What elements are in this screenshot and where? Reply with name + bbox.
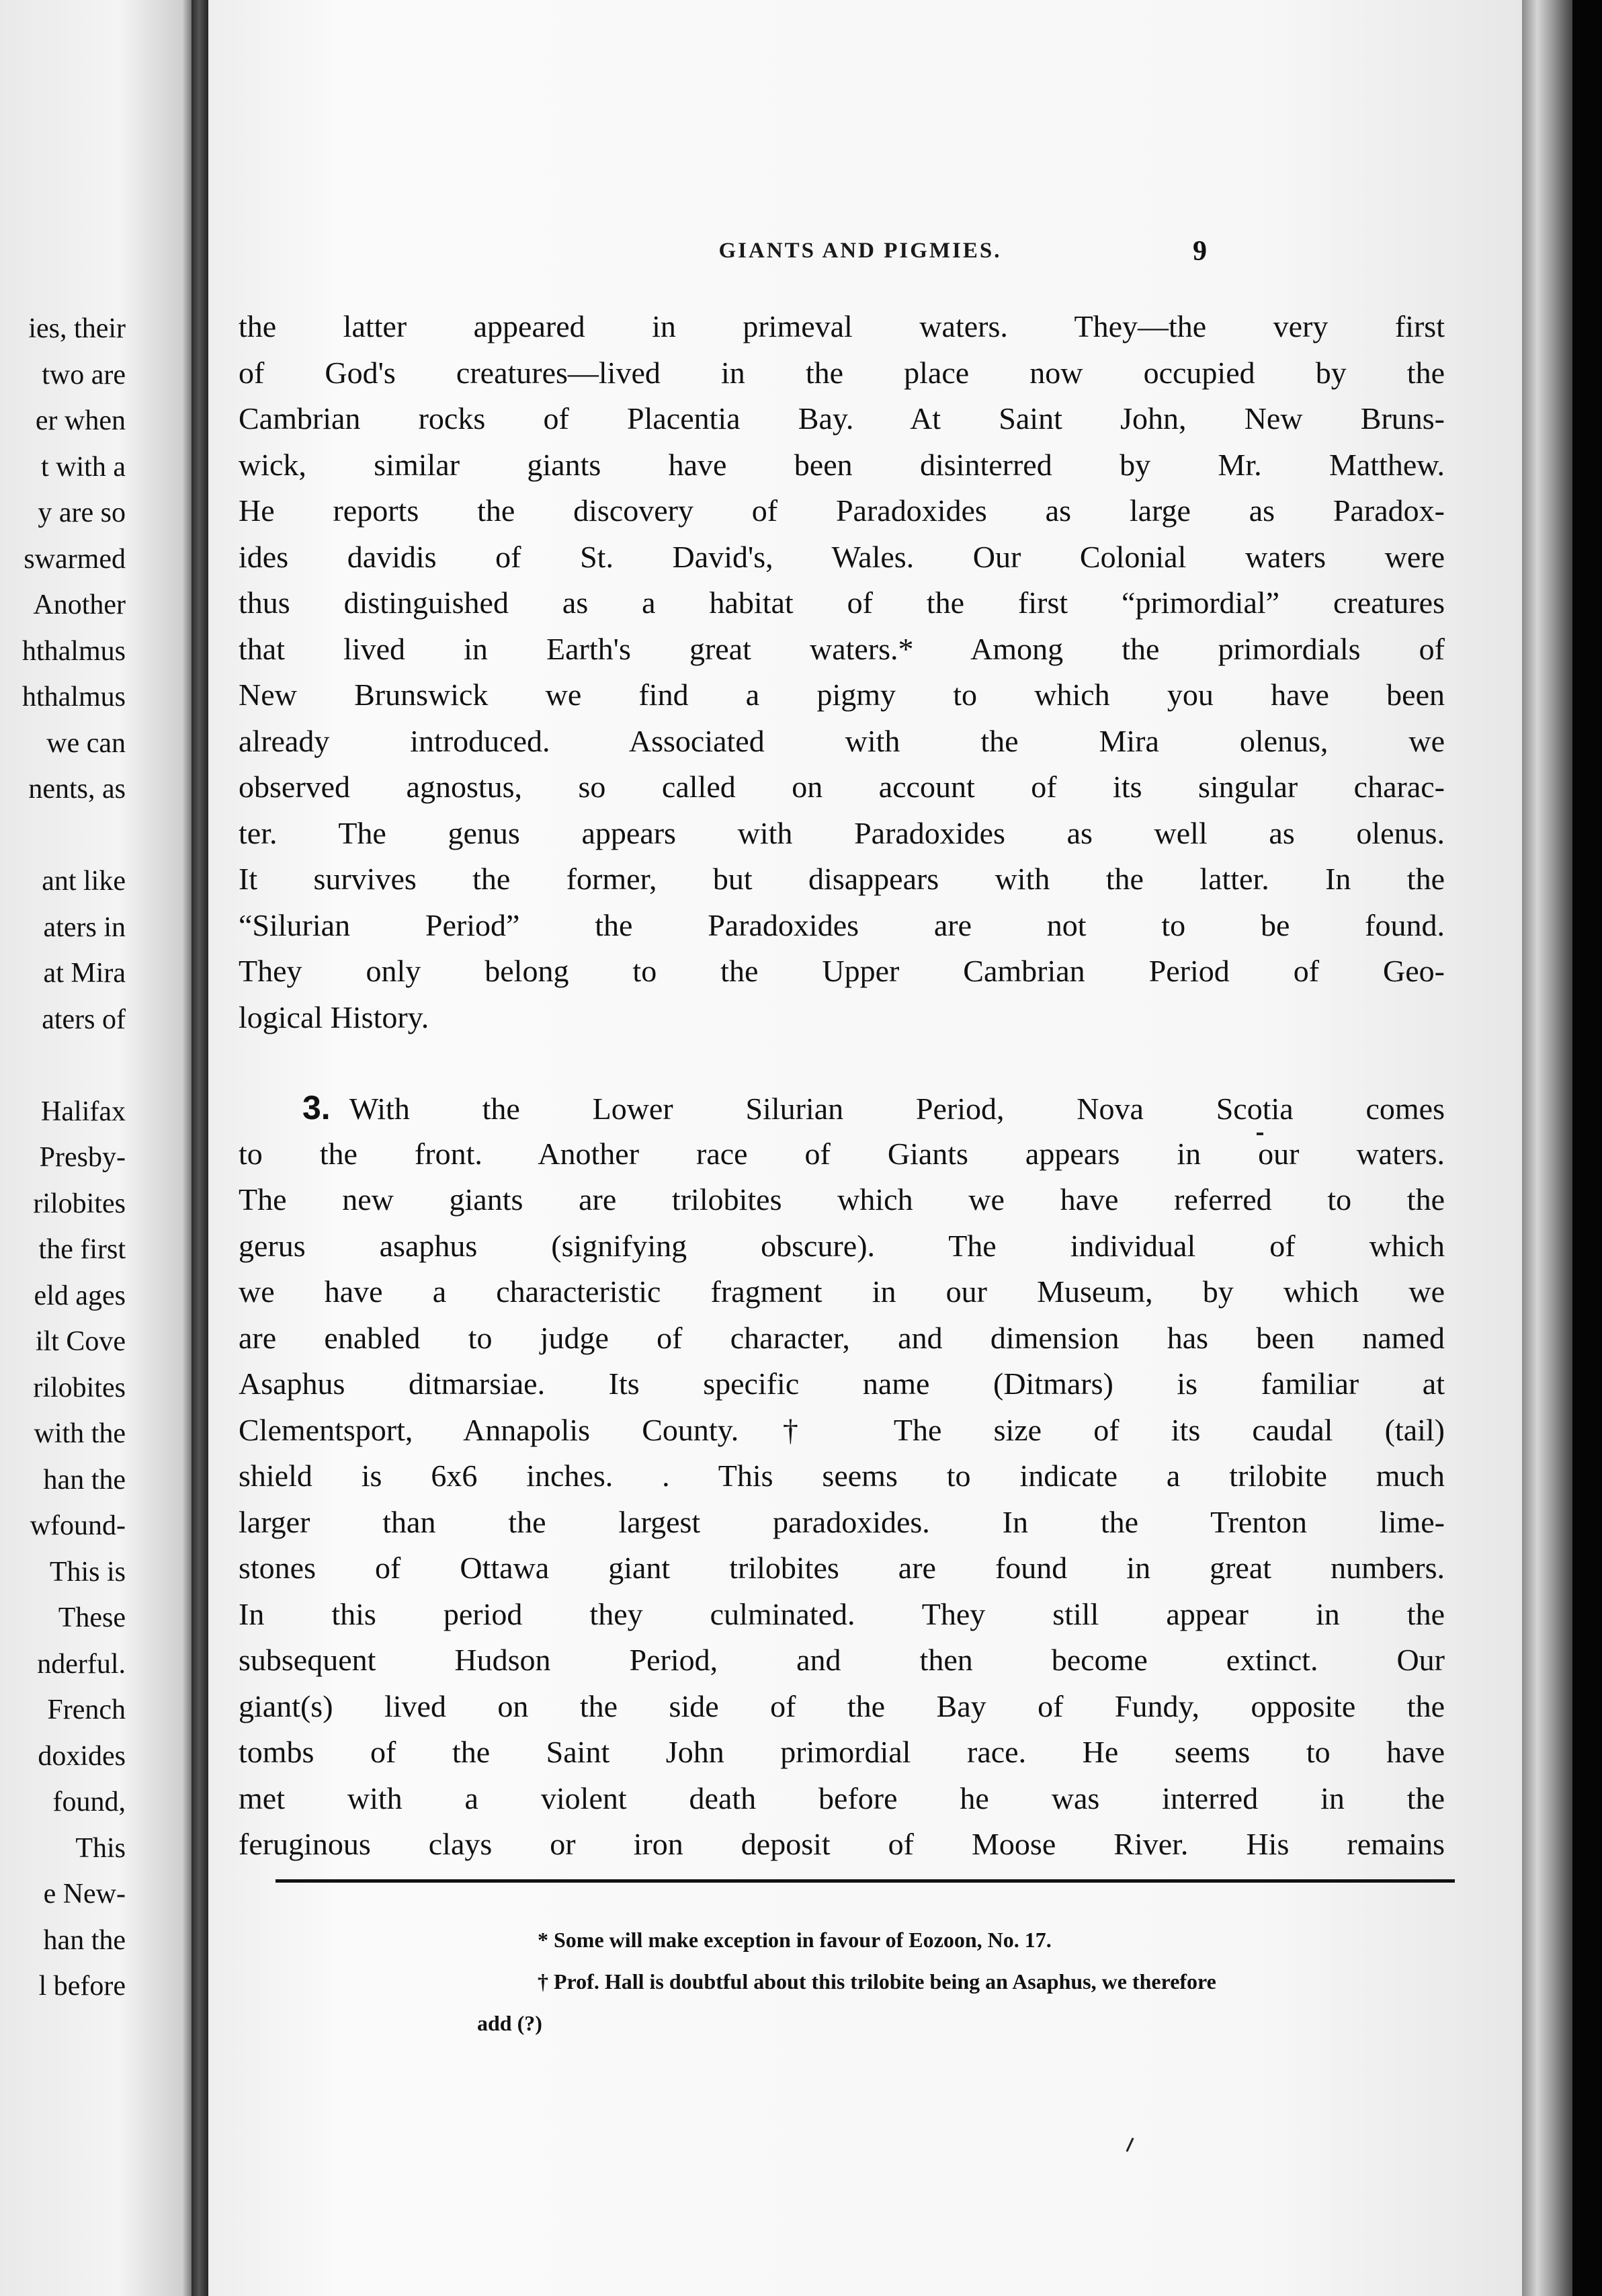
text-line: He reports the discovery of Paradoxides as large as Paradox- [239, 493, 1445, 528]
text-line: to the front. Another race of Giants appears in our waters. [239, 1136, 1445, 1171]
text-line: that lived in Earth's great waters.* Among the primordials of [239, 631, 1445, 666]
text-line [239, 1085, 1445, 1131]
facing-page-line: ilt Cove [35, 1326, 126, 1357]
text-line: larger than the largest paradoxides. In the Trenton lime- [239, 1504, 1445, 1539]
facing-page-line: we can [46, 727, 126, 759]
facing-page-line: e New- [43, 1879, 126, 1910]
facing-page-line: rilobites [33, 1188, 126, 1219]
facing-page-line: swarmed [24, 543, 126, 575]
facing-page-line: han the [43, 1924, 126, 1956]
facing-page-line: han the [43, 1464, 126, 1495]
facing-page-line: t with a [41, 451, 126, 483]
facing-page-line: rilobites [33, 1372, 126, 1403]
page-number: 9 [1193, 236, 1207, 267]
text-line: stones of Ottawa giant trilobites are found in great numbers. [239, 1551, 1445, 1585]
scan-border-right [1572, 0, 1602, 2296]
running-head: GIANTS AND PIGMIES. [718, 239, 1002, 263]
text-line: ter. The genus appears with Paradoxides as well as olenus. [239, 815, 1445, 850]
footnote-line: † Prof. Hall is doubtful about this trilobite being an Asaphus, we therefore [538, 1969, 1216, 1994]
text-line: In this period they culminated. They still appear in the [239, 1596, 1445, 1631]
footnote-line: add (?) [477, 2011, 542, 2035]
facing-page-line: found, [52, 1787, 126, 1817]
text-line: tombs of the Saint John primordial race. He seems to have [239, 1735, 1445, 1769]
text-line: we have a characteristic fragment in our Museum, by which we [239, 1274, 1445, 1309]
facing-page-line: with the [34, 1418, 126, 1449]
text-line: They only belong to the Upper Cambrian Period of Geo- [239, 954, 1445, 988]
facing-page-line: doxides [38, 1740, 126, 1772]
book-gutter [192, 0, 210, 2296]
facing-page-line: This [75, 1832, 126, 1864]
paragraph-1 [239, 304, 1445, 1040]
facing-page-line: two are [42, 359, 126, 391]
facing-page-line: at Mira [43, 958, 126, 989]
facing-page-line: Another [33, 589, 126, 620]
section-number: 3. [302, 1089, 331, 1126]
text-line: logical History. [239, 999, 429, 1034]
text-line: Clementsport, Annapolis County.† The size of its caudal (tail) [239, 1412, 1445, 1447]
text-line: Asaphus ditmarsiae. Its specific name (Ditmars) is familiar at [239, 1366, 1445, 1401]
facing-page-line: nderful. [37, 1648, 126, 1680]
facing-page-line [22, 1042, 126, 1089]
scan-speck [1257, 1133, 1263, 1135]
facing-page-line: eld ages [34, 1280, 126, 1311]
text-line: thus distinguished as a habitat of the first “primordial” creatures [239, 585, 1445, 620]
text-line: feruginous clays or iron deposit of Moose River. His remains [239, 1827, 1445, 1861]
footnote-line: * Some will make exception in favour of Eozoon, No. 17. [538, 1928, 1052, 1952]
facing-page-line: aters of [42, 1003, 126, 1035]
facing-page-line: y are so [38, 497, 126, 528]
text-line: The new giants are trilobites which we have referred to the [239, 1182, 1445, 1217]
footnotes [289, 1919, 1462, 2044]
paragraph-2 [239, 1085, 1445, 1868]
facing-page-line: l before [38, 1971, 126, 2002]
text-line: shield is 6x6 inches. . This seems to indicate a trilobite much [239, 1459, 1445, 1493]
text-line: met with a violent death before he was interred in the [239, 1780, 1445, 1815]
facing-page-line: ant like [42, 866, 126, 897]
book-page [208, 0, 1522, 2296]
facing-page-left [0, 0, 198, 2296]
facing-page-line: Halifax [41, 1096, 126, 1127]
facing-page-line: Presby- [39, 1142, 126, 1173]
scan-speck [1126, 2137, 1134, 2151]
text-line: ides davidis of St. David's, Wales. Our Colonial waters were [239, 539, 1445, 574]
footnote-rule [276, 1879, 1455, 1883]
text-line: It survives the former, but disappears with the latter. In the [239, 862, 1445, 896]
text-line: subsequent Hudson Period, and then become extinct. Our [239, 1643, 1445, 1677]
text-line: the latter appeared in primeval waters. They—the very first [239, 309, 1445, 343]
text-line: already introduced. Associated with the Mira olenus, we [239, 723, 1445, 758]
text-line: observed agnostus, so called on account of its singular charac- [239, 770, 1445, 804]
facing-page-line: nents, as [28, 774, 126, 805]
facing-page-line: hthalmus [22, 635, 126, 667]
text-line: gerus asaphus (signifying obscure). The individual of which [239, 1228, 1445, 1263]
text-line: Cambrian rocks of Placentia Bay. At Saint John, New Bruns- [239, 401, 1445, 436]
text-line: New Brunswick we find a pigmy to which you have been [239, 678, 1445, 712]
facing-page-text [22, 306, 126, 2010]
text-line: wick, similar giants have been disinterred by Mr. Matthew. [239, 447, 1445, 482]
facing-page-line: aters in [43, 911, 126, 943]
text-line: of God's creatures—lived in the place now occupied by the [239, 355, 1445, 390]
text-line-content: With the Lower Silurian Period, Nova Scotia comes [349, 1092, 1445, 1126]
facing-page-line: This is [49, 1556, 126, 1588]
text-line: are enabled to judge of character, and dimension has been named [239, 1320, 1445, 1355]
page-body [239, 304, 1445, 1868]
facing-page-line: These [58, 1602, 126, 1633]
facing-page-line: er when [35, 405, 126, 436]
facing-page-line: wfound- [30, 1510, 126, 1541]
facing-page-line [22, 813, 126, 859]
facing-page-line: French [47, 1694, 126, 1725]
facing-page-line: the first [38, 1234, 126, 1265]
page-edge-right [1522, 0, 1572, 2296]
text-line: giant(s) lived on the side of the Bay of Fundy, opposite the [239, 1688, 1445, 1723]
facing-page-line: hthalmus [22, 682, 126, 712]
text-line: “Silurian Period” the Paradoxides are not to be found. [239, 907, 1445, 942]
facing-page-line: ies, their [28, 313, 126, 344]
